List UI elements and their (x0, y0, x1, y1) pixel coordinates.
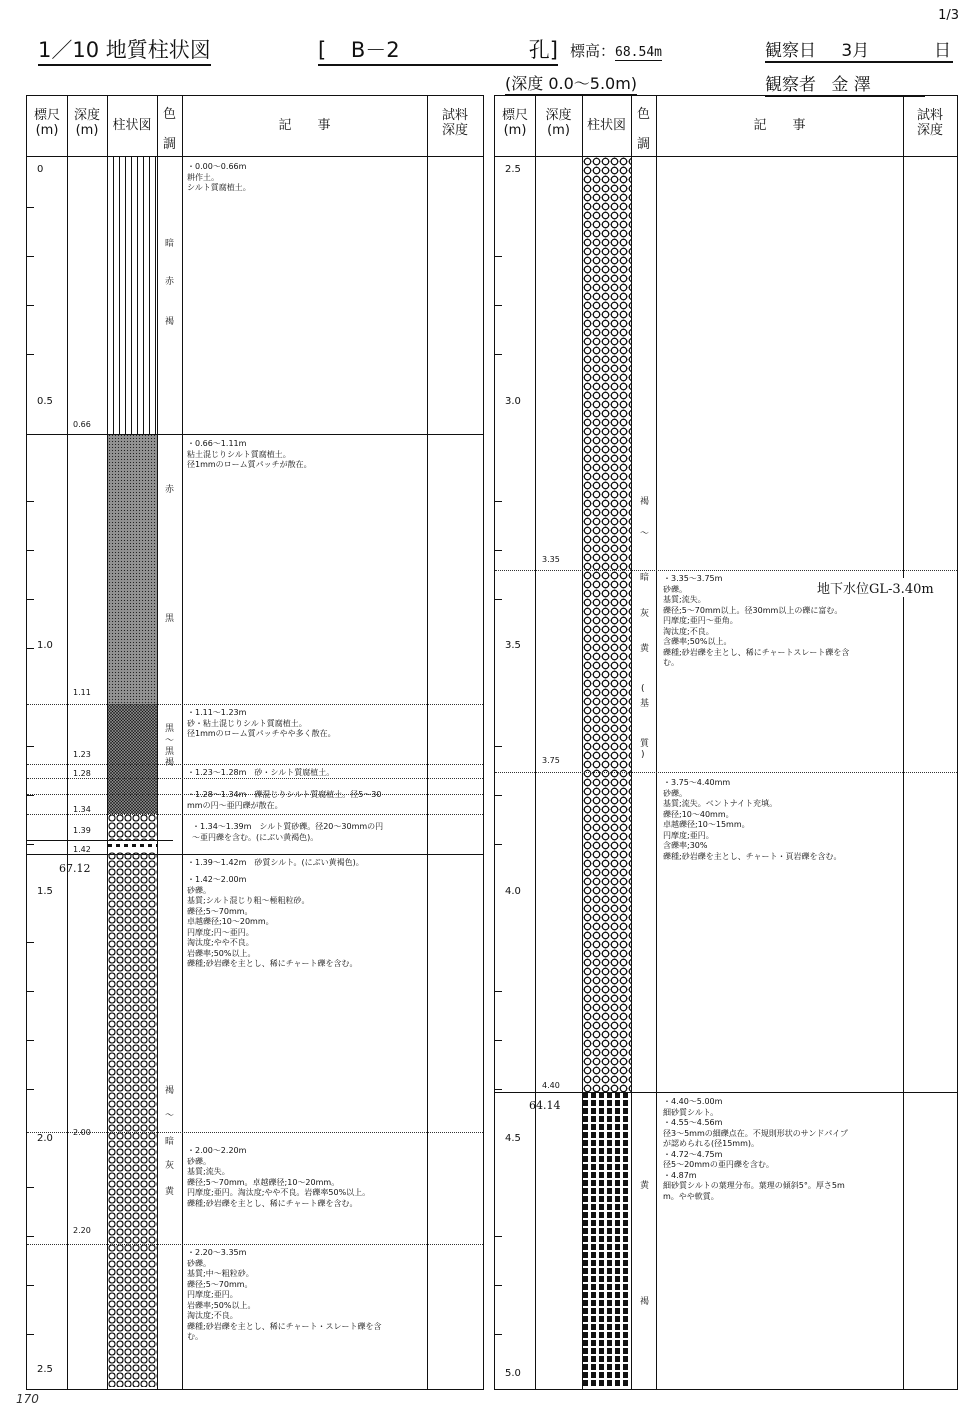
color-char: 〜 (165, 736, 175, 746)
layer-description: ・1.28〜1.34m 礫混じりシルト質腐植土。径5〜30 mmの円〜亜円礫が散在。 (187, 790, 382, 810)
col-column-header: 柱状図 (112, 118, 152, 133)
depth-label: 4.40 (542, 1081, 560, 1090)
scale-label: 0 (37, 164, 44, 175)
layer-humus-pattern (108, 434, 157, 704)
layer-description: ・1.11〜1.23m 砂・粘土混じりシルト質腐植土。 径1mmのローム質パッチやや多く散在。 (187, 708, 336, 738)
scale-label: 1.5 (37, 886, 53, 897)
layer-description: ・2.00〜2.20m 砂礫。 基質;流失。 礫径;5〜70mm。卓越礫径;10〜20mm。 円摩度;亜円。淘汰度;やや不良。岩礫率50%以上。 礫種;砂岩礫を主とし、稀にチャート礫を含む。 (187, 1146, 371, 1208)
observation-date (765, 36, 953, 63)
color-char: 黒 (165, 724, 175, 734)
layer-topsoil-pattern (108, 157, 157, 434)
color-char: 〜 (165, 1111, 175, 1121)
hole-id: B－2 (350, 38, 400, 62)
hole-heading (318, 34, 558, 66)
layer-description: ・0.00〜0.66m 耕作土。 シルト質腐植土。 (187, 162, 251, 192)
layer-gravel-pattern (583, 157, 631, 1092)
color-char: 灰 (640, 609, 650, 619)
scale-label: 0.5 (37, 396, 53, 407)
layer-description: ・1.39〜1.42m 砂質シルト。(にぶい黄褐色)。 (187, 858, 364, 867)
observer-name: 金 澤 (831, 75, 871, 95)
depth-range: (深度 0.0～5.0m) (505, 71, 637, 95)
handwritten-note: 170 (16, 1392, 39, 1406)
scale-label: 1.0 (37, 640, 53, 651)
layer-gravel-pattern (108, 852, 157, 1387)
color-char: 〜 (640, 529, 650, 539)
obs-month: 3月 (841, 41, 870, 61)
color-char: ( (641, 684, 645, 694)
color-char: 赤 (165, 277, 175, 287)
scale-label: 2.0 (37, 1133, 53, 1144)
scale-label: 3.5 (505, 640, 521, 651)
scale-label: 3.0 (505, 396, 521, 407)
elevation-mark: 64.14 (529, 1099, 561, 1112)
scale-label: 5.0 (505, 1368, 521, 1379)
obs-date-label: 観察日 (765, 41, 816, 61)
depth-label: 1.42 (73, 845, 91, 854)
elevation-label: 標高： (570, 42, 616, 60)
color-char: 質 (640, 739, 650, 749)
depth-label: 3.75 (542, 756, 560, 765)
layer-silt-humus-pattern (108, 704, 157, 814)
color-char: 黒 (165, 614, 175, 624)
layer-description: ・0.66〜1.11m 粘土混じりシルト質腐植土。 径1mmのローム質パッチが散在。 (187, 439, 312, 469)
col-depth-header: 深度 (m) (545, 108, 572, 138)
scale-label: 4.0 (505, 886, 521, 897)
color-char: 褐 (640, 1297, 650, 1307)
depth-label: 2.20 (73, 1226, 91, 1235)
color-char: 褐 (640, 497, 650, 507)
observer-label: 観察者 (765, 75, 816, 95)
col-record-header: 記 事 (278, 118, 331, 133)
layer-description: ・4.40〜5.00m 細砂質シルト。 ・4.55〜4.56m 径3〜5mmの細礫点在。不規則形状のサンドパイプ が認められる(径15mm)。 ・4.72〜4.75m 径5〜20mmの亜円礫を含む。 ・4.87m 細砂質シルトの葉理分布。葉理の傾斜5°。厚さ5m m。やや軟質。 (663, 1097, 848, 1201)
layer-silt-pattern (583, 1092, 631, 1387)
layer-description: ・1.34〜1.39m シルト質砂礫。径20〜30mmの円 〜亜円礫を含む。(にぶい黄褐色)。 (192, 822, 384, 842)
color-char: 黄 (640, 1181, 650, 1191)
color-char: 褐 (165, 758, 175, 768)
layer-description: ・1.42〜2.00m 砂礫。 基質;シルト混じり粗〜極粗粒砂。 礫径;5〜70mm。 卓越礫径;10〜20mm。 円摩度;円〜亜円。 淘汰度;やや不良。 岩礫率;50%以上。 礫種;砂岩礫を主とし、稀にチャート礫を含む。 (187, 875, 358, 968)
hole-suffix: 孔] (528, 38, 558, 62)
depth-label: 1.34 (73, 805, 91, 814)
bracket-open: [ (318, 38, 327, 62)
color-char: 暗 (165, 1137, 175, 1147)
depth-label: 2.00 (73, 1128, 91, 1137)
groundwater-level: 地下水位GL-3.40m (817, 578, 934, 597)
color-char: 褐 (165, 1086, 175, 1096)
col-scale-header: 標尺 (m) (33, 108, 60, 138)
layer-description: ・3.35〜3.75m 砂礫。 基質;流失。 礫径;5〜70mm以上。径30mm以上の礫に富む。 円摩度;亜円〜亜角。 淘汰度;不良。 含礫率;50%以上。 礫種;砂岩礫を主とし、稀にチャートスレート礫を含 む。 (663, 574, 850, 667)
depth-label: 1.28 (73, 769, 91, 778)
depth-label: 1.23 (73, 750, 91, 759)
color-char: 暗 (640, 573, 650, 583)
color-char: 褐 (165, 317, 175, 327)
col-scale-header: 標尺 (m) (501, 108, 528, 138)
page-number: 1/3 (938, 8, 959, 23)
layer-description: ・3.75〜4.40mm 砂礫。 基質;流失。ベントナイト充填。 礫径;10〜40mm。 卓越礫径;10〜15mm。 円摩度;亜円。 含礫率;30% 礫種;砂岩礫を主とし、チャート・頁岩礫を含む。 (663, 778, 842, 861)
depth-label: 0.66 (73, 420, 91, 429)
scale-label: 2.5 (505, 164, 521, 175)
depth-label: 3.35 (542, 555, 560, 564)
color-char: 基 (640, 699, 650, 709)
col-sample-header: 試料 深度 (916, 108, 943, 138)
layer-description: ・2.20〜3.35m 砂礫。 基質;中〜粗粒砂。 礫径;5〜70mm。 円摩度;亜円。 岩礫率;50%以上。 淘汰度;不良。 礫種;砂岩礫を主とし、稀にチャート・スレート礫を含 む。 (187, 1248, 382, 1341)
depth-label: 1.39 (73, 826, 91, 835)
elevation-mark: 67.12 (59, 862, 91, 875)
col-color-header: 色 調 (636, 107, 650, 152)
scale-label: 4.5 (505, 1133, 521, 1144)
color-char: 灰 (165, 1161, 175, 1171)
elevation (570, 40, 662, 61)
page-title: 1／10 地質柱状図 (38, 34, 211, 66)
col-sample-header: 試料 深度 (441, 108, 468, 138)
scale-label: 2.5 (37, 1364, 53, 1375)
depth-label: 1.11 (73, 688, 91, 697)
layer-sandy-silt-pattern (108, 844, 157, 847)
layer-description: ・1.23〜1.28m 砂・シルト質腐植土。 (187, 768, 335, 777)
color-char: 黄 (640, 644, 650, 654)
color-char: ) (641, 750, 645, 760)
right-log-panel (494, 95, 958, 1390)
elevation-value: 68.54m (615, 45, 662, 60)
layer-silty-gravel-pattern (108, 814, 157, 840)
color-char: 黄 (165, 1187, 175, 1197)
left-log-panel (26, 95, 484, 1390)
color-char: 赤 (165, 485, 175, 495)
color-char: 黒 (165, 747, 175, 757)
col-column-header: 柱状図 (586, 118, 626, 133)
col-color-header: 色 調 (162, 107, 176, 152)
color-char: 暗 (165, 239, 175, 249)
observer (765, 70, 925, 97)
col-depth-header: 深度 (m) (73, 108, 100, 138)
col-record-header: 記 事 (753, 118, 806, 133)
obs-day: 日 (934, 41, 951, 61)
